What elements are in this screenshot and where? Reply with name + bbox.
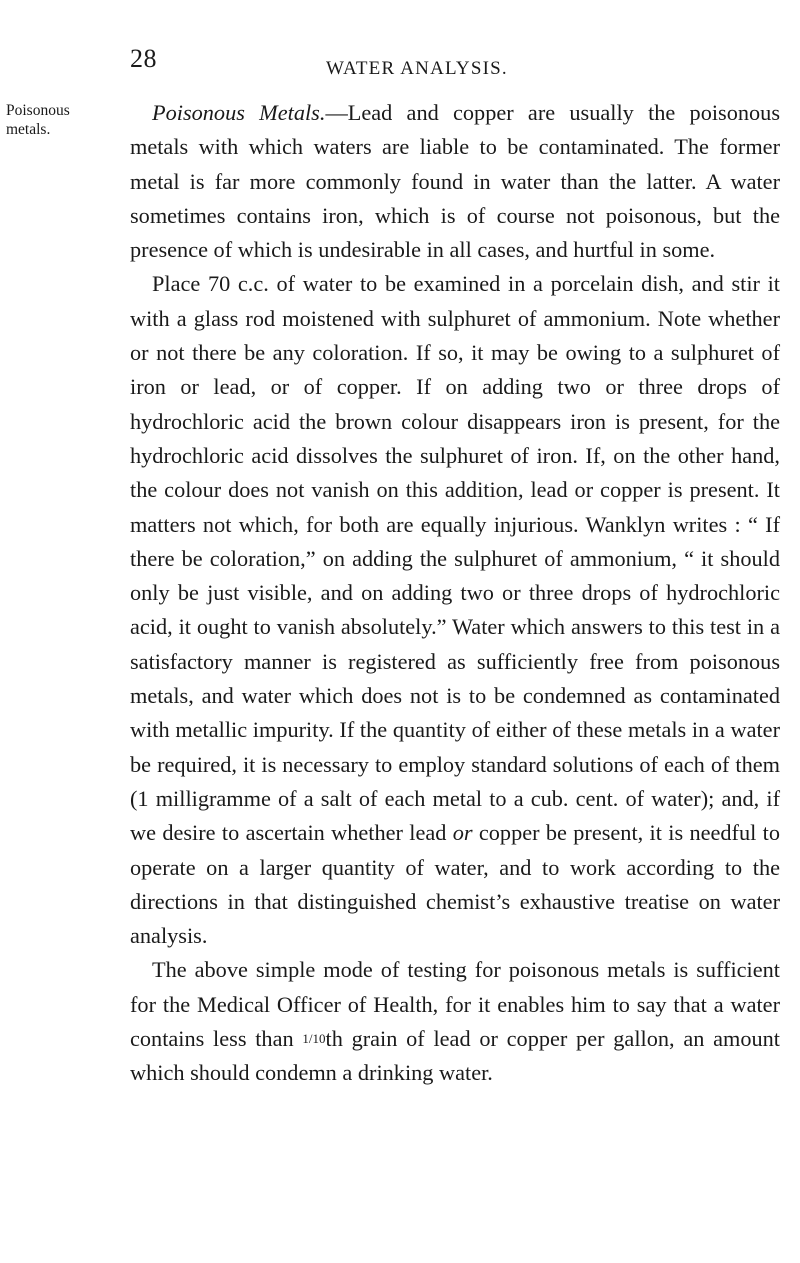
paragraph-2-italic-word: or	[452, 820, 473, 846]
paragraph-2-text-after: copper be present, it is needful to operate on a larger quantity of water, and to work according to the directions in that distinguished chemist’s exhaustive treatise on water analysis.	[130, 820, 780, 949]
margin-note: Poisonous metals.	[6, 102, 70, 138]
fraction: 1/10	[302, 1031, 326, 1047]
paragraph-2	[130, 267, 780, 953]
page-number: 28	[130, 44, 157, 73]
paragraph-3-text-after: th grain of lead or copper per gallon, an amount which should condemn a drinking water.	[130, 1026, 780, 1086]
paragraph-3	[130, 953, 780, 1090]
paragraph-1-lead: Poisonous Metals.	[152, 100, 326, 125]
paragraph-1	[130, 96, 780, 267]
running-head: WATER ANALYSIS.	[326, 58, 508, 79]
paragraph-2-text: Place 70 c.c. of water to be examined in a porcelain dish, and stir it with a glass rod moistened with sulphuret of ammonium. Note whether or not there be any coloration. If so, it may be owing to a sulphuret of iron or lead, or of copper. If on adding two or three drops of hydrochloric acid the brown colour disappears iron is present, for the hydrochloric acid dissolves the sulphuret of iron. If, on the other hand, the colour does not vanish on this addition, lead or copper is present. It matters not which, for both are equally injurious. Wanklyn writes : “ If there be coloration,” on adding the sulphuret of ammonium, “ it should only be just visible, and on adding two or three drops of hydrochloric acid, it ought to vanish absolutely.” Water which answers to this test in a satisfactory manner is registered as sufficiently free from poisonous metals, and water which does not is to be condemned as contaminated with metallic impurity. If the quantity of either of these metals in a water be required, it is necessary to employ standard solutions of each of them (1 milligramme of a salt of each metal to a cub. cent. of water); and, if we desire to ascertain whether lead	[130, 271, 780, 846]
paragraph-3-text: The above simple mode of testing for poisonous metals is sufficient for the Medical Officer of Health, for it enables him to say that a water contains less than	[130, 957, 780, 1052]
paragraph-1-text: —Lead and copper are usually the poisonous metals with which waters are liable to be contaminated. The former metal is far more commonly found in water than the latter. A water sometimes contains iron, which is of course not poisonous, but the presence of which is undesirable in all cases, and hurtful in some.	[130, 100, 781, 263]
body-text	[130, 96, 780, 1091]
